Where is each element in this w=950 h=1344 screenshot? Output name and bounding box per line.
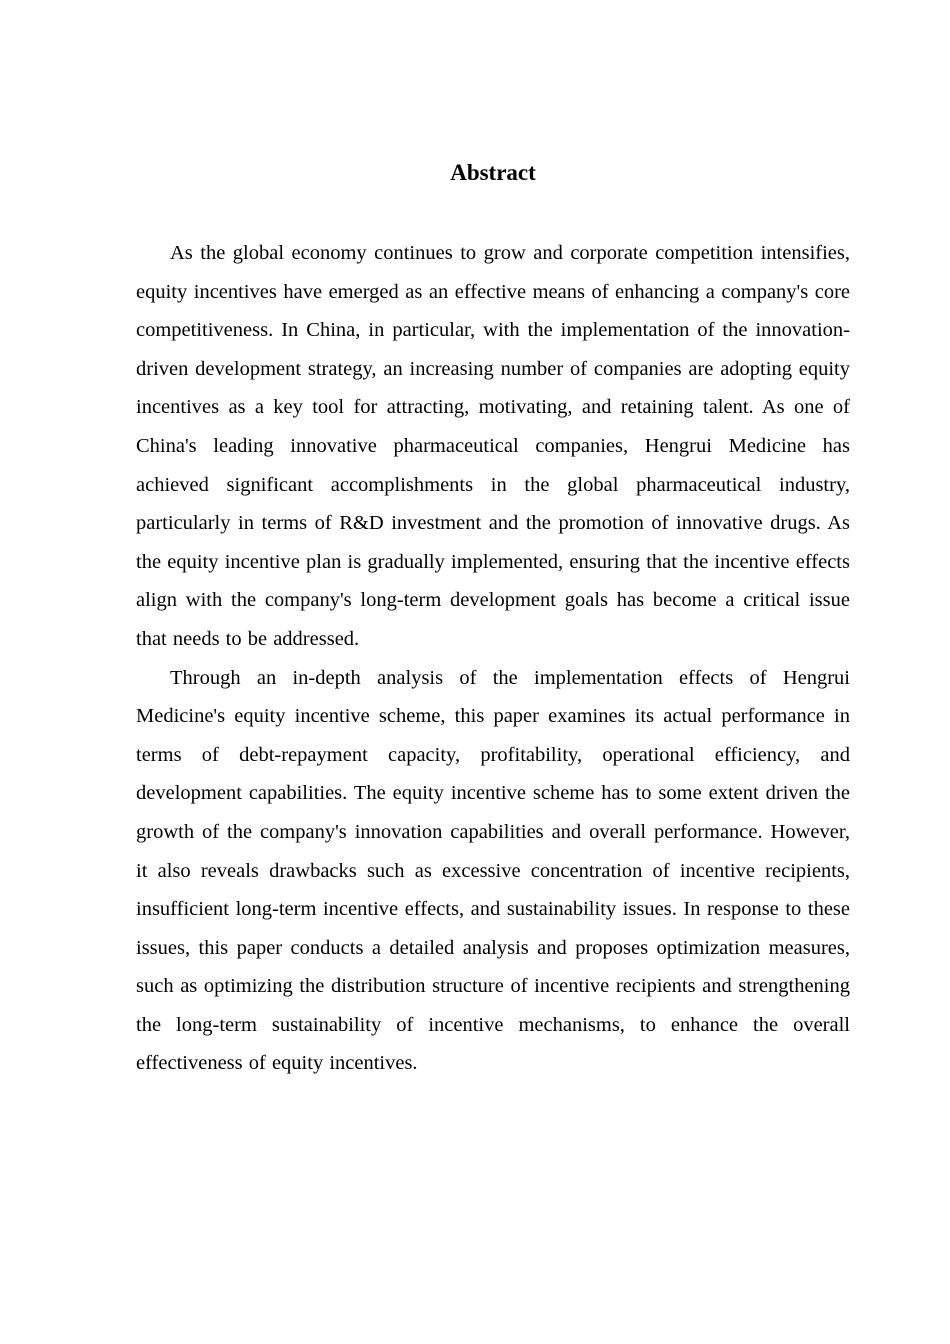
abstract-body xyxy=(136,234,850,1083)
abstract-paragraph-2: Through an in-depth analysis of the implementation effects of Hengrui Medicine's equity incentive scheme, this paper examines its actual performance in terms of debt-repayment capacity, profitability, operational efficiency, and development capabilities. The equity incentive scheme has to some extent driven the growth of the company's innovation capabilities and overall performance. However, it also reveals drawbacks such as excessive concentration of incentive recipients, insufficient long-term incentive effects, and sustainability issues. In response to these issues, this paper conducts a detailed analysis and proposes optimization measures, such as optimizing the distribution structure of incentive recipients and strengthening the long-term sustainability of incentive mechanisms, to enhance the overall effectiveness of equity incentives. xyxy=(136,666,850,1075)
abstract-heading: Abstract xyxy=(450,160,536,185)
abstract-paragraph-1: As the global economy continues to grow and corporate competition intensifies, equity incentives have emerged as an effective means of enhancing a company's core competitiveness. In China, in particular, with the implementation of the innovation-driven development strategy, an increasing number of companies are adopting equity incentives as a key tool for attracting, motivating, and retaining talent. As one of China's leading innovative pharmaceutical companies, Hengrui Medicine has achieved significant accomplishments in the global pharmaceutical industry, particularly in terms of R&D investment and the promotion of innovative drugs. As the equity incentive plan is gradually implemented, ensuring that the incentive effects align with the company's long-term development goals has become a critical issue that needs to be addressed. xyxy=(136,242,850,650)
